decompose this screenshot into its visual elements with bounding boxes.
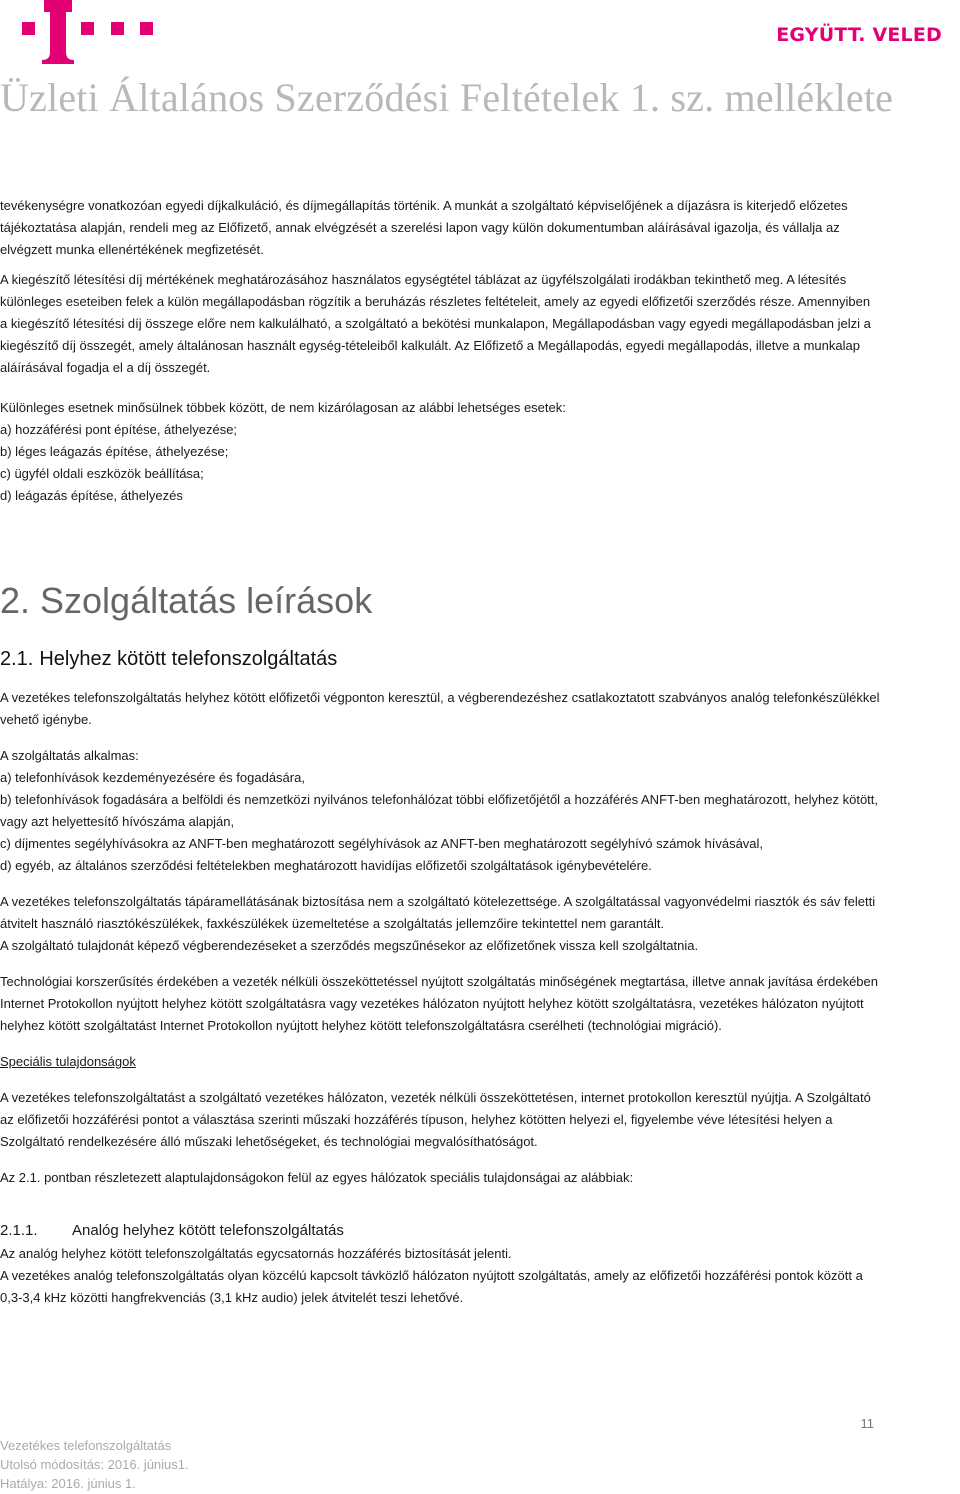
document-title: Üzleti Általános Szerződési Feltételek 1. sz. melléklete (0, 75, 894, 120)
subsection-title: Helyhez kötött telefonszolgáltatás (39, 648, 338, 670)
list-item: a) hozzáférési pont építése, áthelyezése; (0, 422, 238, 437)
paragraph: Az analóg helyhez kötött telefonszolgáltatás egycsatornás hozzáférés biztosítását jelenti. (0, 1246, 512, 1261)
list-item: c) ügyfél oldali eszközök beállítása; (0, 466, 204, 481)
subheading: Speciális tulajdonságok (0, 1054, 136, 1069)
paragraph: A vezetékes telefonszolgáltatás helyhez kötött előfizetői végponton keresztül, a végberendezéshez csatlakoztatott szabványos analóg telefonkészülékkel vehető igénybe. (0, 690, 880, 727)
paragraph: tevékenységre vonatkozóan egyedi díjkalkuláció, és díjmegállapítás történik. A munkát a szolgáltató képviselőjének a díjazásra is kiterjedő előzetes tájékoztatása alapján, rendeli meg az Előfizető, annak elvégzését a szerelési lapon vagy külön dokumentumban aláírásával igazolja, és vállalja az elvégzett munka ellenértékének megfizetését. (0, 198, 848, 257)
list-item: b) telefonhívások fogadására a belföldi és nemzetközi nyilvános telefonhálózat többi előfizetőjétől a hozzáférés ANFT-ben meghatározott, helyhez kötött, vagy azt helyettesítő hívószáma alapján, (0, 792, 879, 829)
section-heading: 2. Szolgáltatás leírások (0, 580, 373, 621)
subsubsection-heading (0, 1219, 880, 1243)
list-item: a) telefonhívások kezdeményezésére és fogadására, (0, 770, 305, 785)
footer-modified: Utolsó módosítás: 2016. június1. (0, 1457, 189, 1472)
paragraph: A vezetékes analóg telefonszolgáltatás olyan közcélú kapcsolt távközlő hálózaton nyújtott szolgáltatás, amely az előfizetői hozzáférési pontok között a 0,3-3,4 kHz közötti hangfrekvenciás (3,1 kHz audio) jelek átvitelét teszi lehetővé. (0, 1268, 863, 1305)
subsubsection-title: Analóg helyhez kötött telefonszolgáltatás (72, 1222, 344, 1239)
paragraph: A szolgáltató tulajdonát képező végberendezéseket a szerződés megszűnésekor az előfizetőnek vissza kell szolgáltatnia. (0, 938, 699, 953)
paragraph: Az 2.1. pontban részletezett alaptulajdonságokon felül az egyes hálózatok speciális tulajdonságai az alábbiak: (0, 1170, 634, 1185)
paragraph: Különleges esetnek minősülnek többek között, de nem kizárólagosan az alábbi lehetséges esetek: (0, 400, 566, 415)
paragraph: Technológiai korszerűsítés érdekében a vezeték nélküli összeköttetéssel nyújtott szolgáltatás minőségének megtartása, illetve annak javítása érdekében Internet Protokollon nyújtott helyhez kötött szolgáltatásra vagy vezetékes hálózaton nyújtott helyhez kötött szolgáltatásra, vezetékes hálózaton nyújtott helyhez kötött szolgáltatást Internet Protokollon nyújtott helyhez kötött telefonszolgáltatásra cserélheti (technológiai migráció). (0, 974, 879, 1033)
paragraph: A vezetékes telefonszolgáltatást a szolgáltató vezetékes hálózaton, vezeték nélküli összeköttetésen, internet protokollon keresztül nyújtja. A Szolgáltató az előfizetői hozzáférési pontot a választása szerinti műszaki hozzáférés típuson, helyhez kötötten helyezi el, figyelembe véve létesítési helyen a Szolgáltató rendelkezésére álló műszaki lehetőségeket, és technológiai megvalósíthatóságot. (0, 1090, 871, 1149)
list-item: c) díjmentes segélyhívásokra az ANFT-ben meghatározott segélyhívások az ANFT-ben meghatározott segélyhívó számok hívásával, (0, 836, 764, 851)
subsection-number: 2.1. (0, 648, 34, 670)
subsection-heading (0, 645, 880, 673)
brand-slogan: EGYÜTT. VELED (776, 24, 942, 46)
subsubsection-number: 2.1.1. (0, 1222, 38, 1239)
list-item: d) leágazás építése, áthelyezés (0, 488, 183, 503)
paragraph: A szolgáltatás alkalmas: (0, 748, 139, 763)
page-number: 11 (860, 1416, 874, 1431)
paragraph: A vezetékes telefonszolgáltatás tápáramellátásának biztosítása nem a szolgáltató kötelezettsége. A szolgáltatással vagyonvédelmi riasztók és sáv feletti átvitelt használó riasztókészülékek, faxkészülékek üzemeltetése a szolgáltatás jellemzőire tekintettel nem garantált. (0, 894, 876, 931)
document-body (0, 195, 880, 1309)
telekom-t-logo-icon (22, 0, 162, 64)
footer-service: Vezetékes telefonszolgáltatás (0, 1438, 172, 1453)
paragraph: A kiegészítő létesítési díj mértékének meghatározásához használatos egységtétel táblázat az ügyfélszolgálati irodákban tekinthető meg. A létesítés különleges eseteiben felek a külön megállapodásban rögzítik a beruházás részletes feltételeit, amely az egyedi előfizetői szerződés része. Amennyiben a kiegészítő létesítési díj összege előre nem kalkulálható, a szolgáltató a bekötési munkalapon, Megállapodásban vagy egyedi megállapodásban jelzi a kiegészítő díj összegét, amely általánosan használt egység-tételeiből kalkulált. Az Előfizető a Megállapodás, egyedi megállapodás, illetve a munkalap aláírásával fogadja el a díj összegét. (0, 272, 871, 375)
list-item: d) egyéb, az általános szerződési feltételekben meghatározott havidíjas előfizetői szolgáltatások igénybevételére. (0, 858, 652, 873)
footer (0, 1436, 189, 1493)
footer-effective: Hatálya: 2016. június 1. (0, 1476, 136, 1491)
list-item: b) léges leágazás építése, áthelyezése; (0, 444, 229, 459)
